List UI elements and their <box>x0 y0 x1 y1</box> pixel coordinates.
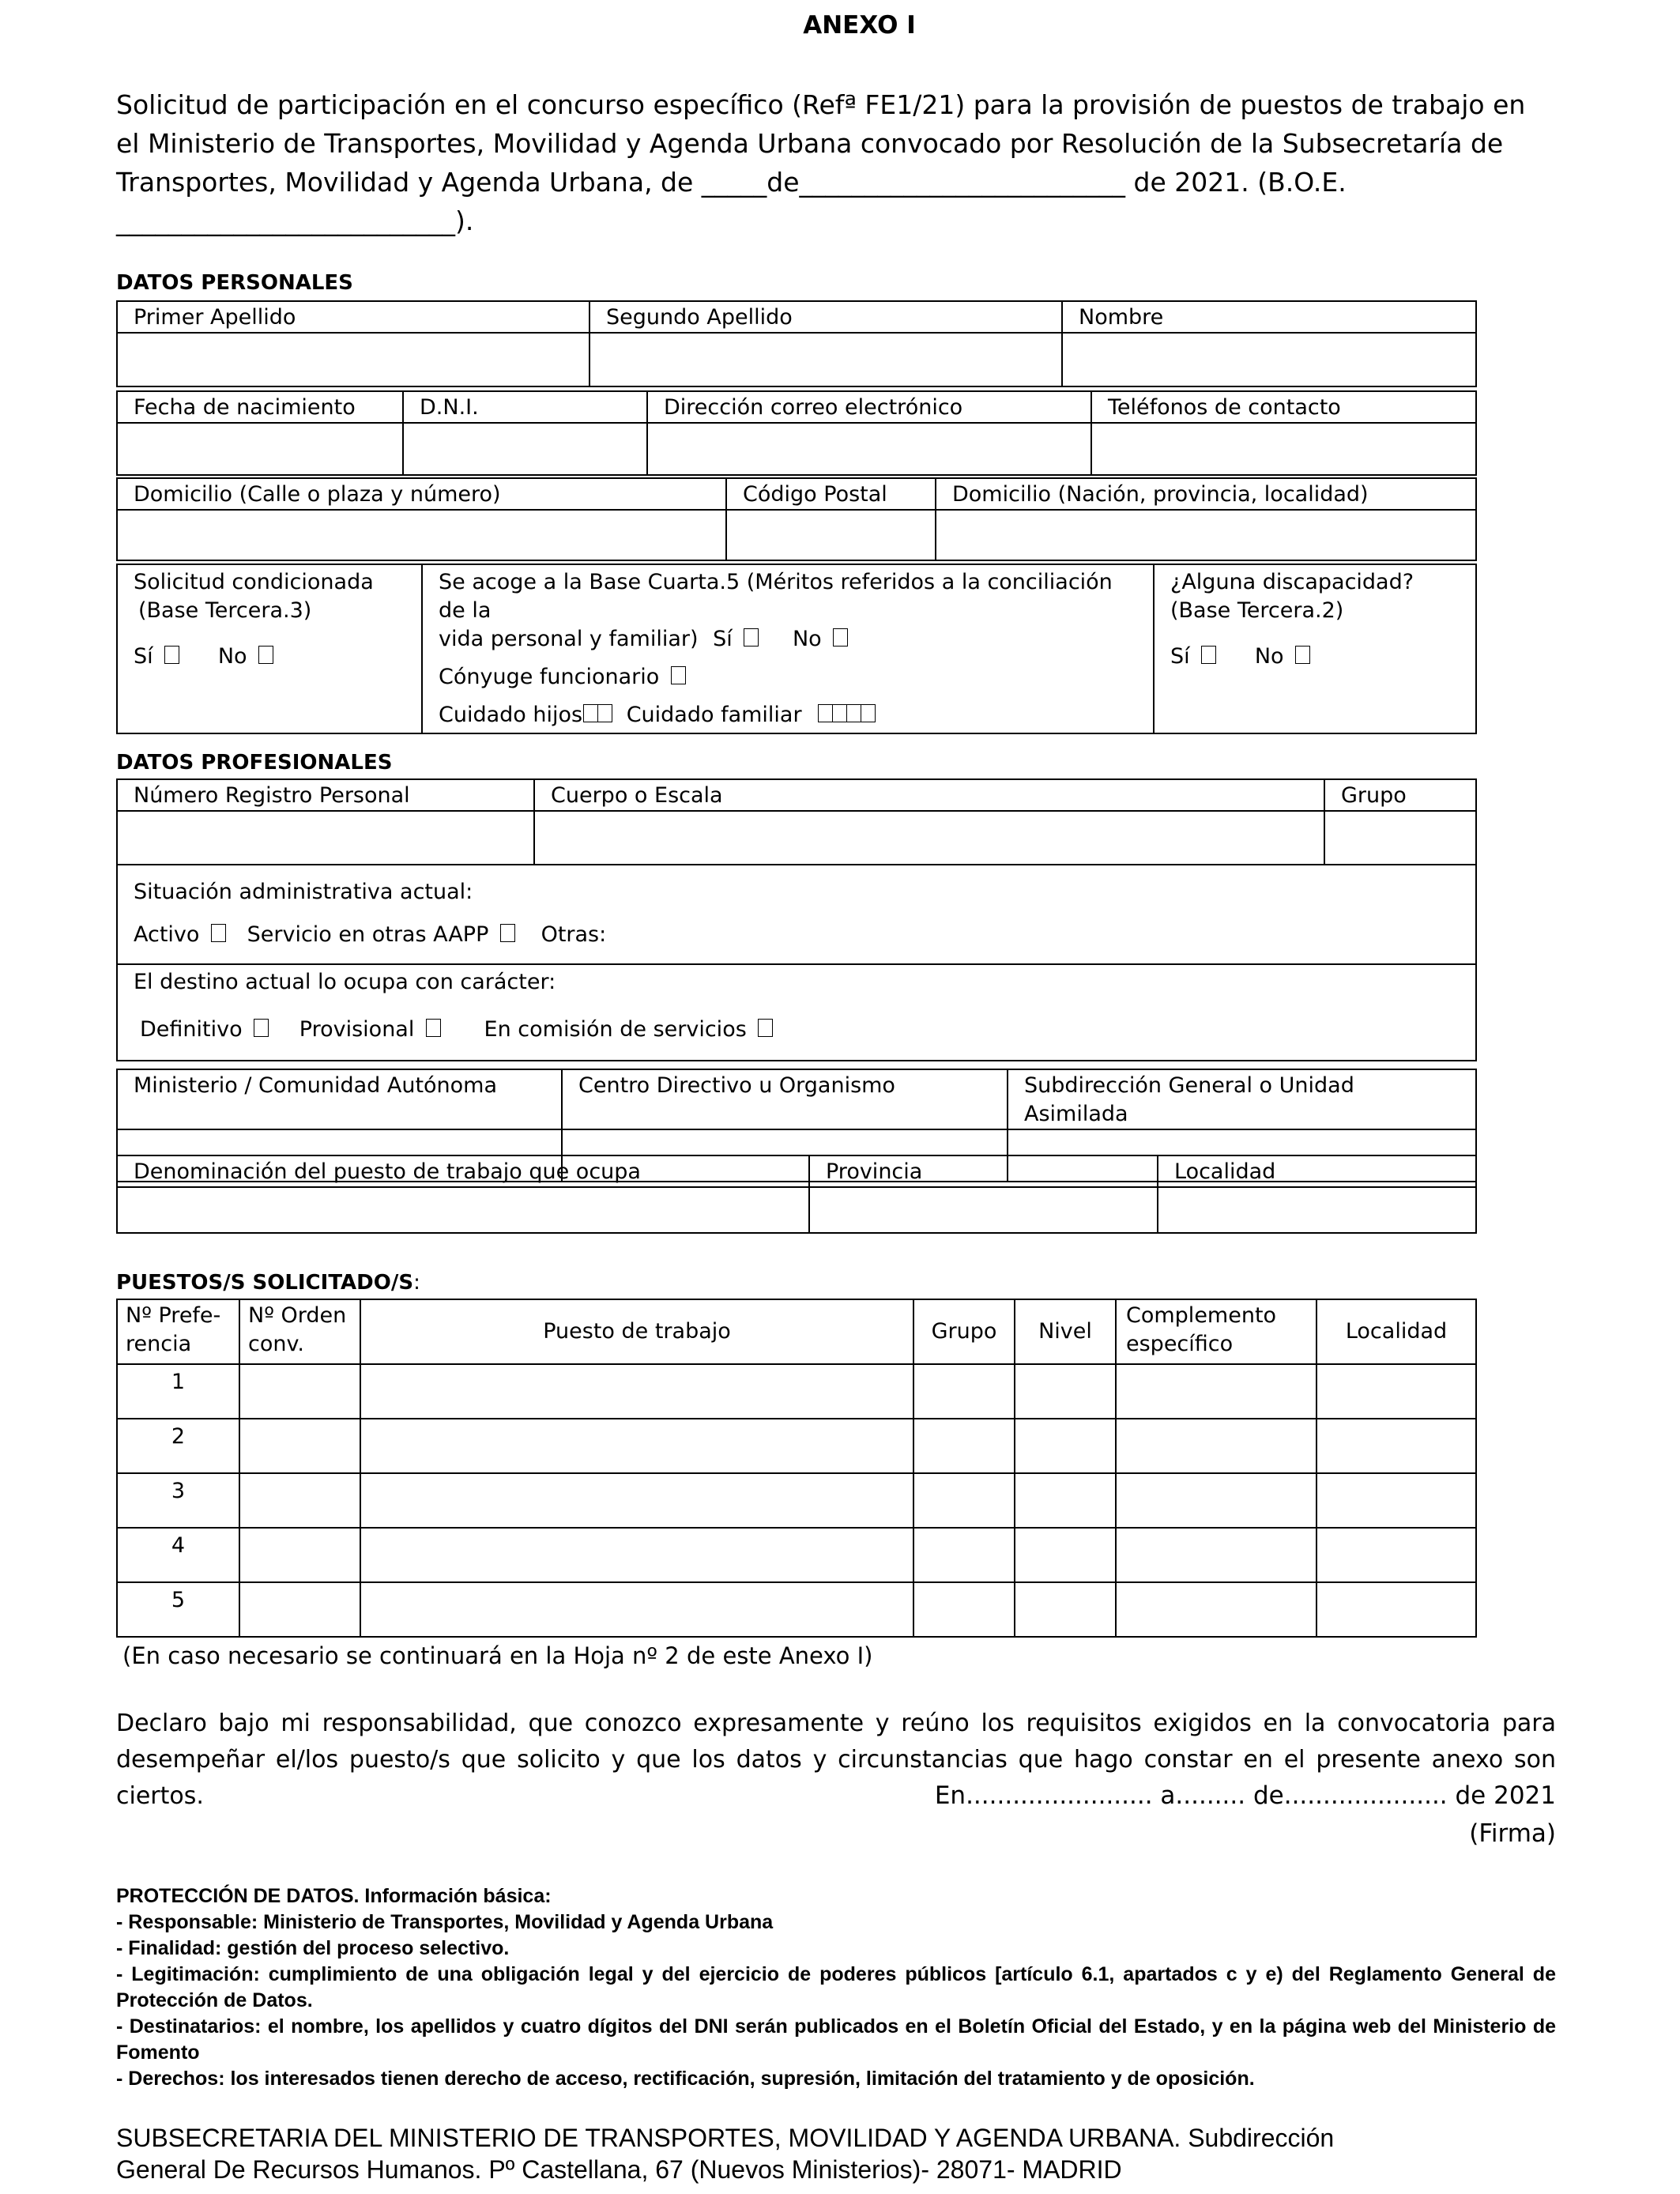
no-label: No <box>792 627 822 651</box>
discapacidad-label: ¿Alguna discapacidad? <box>1170 570 1414 594</box>
data-protection-item: - Finalidad: gestión del proceso selectivo. <box>116 1937 510 1959</box>
col-grupo: Grupo <box>913 1299 1015 1364</box>
label-primer-apellido: Primer Apellido <box>117 301 590 333</box>
label-segundo-apellido: Segundo Apellido <box>590 301 1062 333</box>
personal-table-row3 <box>116 477 1477 561</box>
si-label: Sí <box>713 627 733 651</box>
cell-nivel[interactable] <box>1015 1419 1116 1473</box>
col-complemento-line: específico <box>1126 1332 1234 1356</box>
row-number: 5 <box>117 1582 239 1637</box>
si-label: Sí <box>134 644 153 669</box>
label-provincia: Provincia <box>809 1155 1158 1187</box>
col-localidad: Localidad <box>1317 1299 1476 1364</box>
cuidado-familiar-checkbox[interactable] <box>861 704 876 722</box>
cell-nivel[interactable] <box>1015 1582 1116 1637</box>
cuidado-familiar-label: Cuidado familiar <box>626 703 802 727</box>
label-centro: Centro Directivo u Organismo <box>562 1069 1008 1129</box>
personal-heading: DATOS PERSONALES <box>116 271 353 295</box>
cell-complemento[interactable] <box>1116 1528 1317 1582</box>
situacion-label: Situación administrativa actual: <box>134 880 473 904</box>
cuidado-familiar-checkbox[interactable] <box>818 704 833 722</box>
field-telefonos[interactable] <box>1091 423 1476 475</box>
conyuge-row <box>439 663 1137 692</box>
cell-grupo[interactable] <box>913 1528 1015 1582</box>
label-ministerio: Ministerio / Comunidad Autónoma <box>117 1069 562 1129</box>
cell-orden[interactable] <box>239 1528 360 1582</box>
cell-orden[interactable] <box>239 1364 360 1419</box>
footer-line: SUBSECRETARIA DEL MINISTERIO DE TRANSPORTES, MOVILIDAD Y AGENDA URBANA. Subdirección <box>116 2124 1335 2152</box>
field-denominacion[interactable] <box>117 1187 809 1233</box>
row-number: 4 <box>117 1528 239 1582</box>
cuidado-familiar-checkbox[interactable] <box>832 704 847 722</box>
cell-orden[interactable] <box>239 1419 360 1473</box>
data-protection-item: - Responsable: Ministerio de Transportes, Movilidad y Agenda Urbana <box>116 1911 774 1933</box>
personal-table-row2 <box>116 390 1477 476</box>
discapacidad-si-checkbox[interactable] <box>1201 646 1216 664</box>
provisional-label: Provisional <box>299 1017 415 1042</box>
si-label: Sí <box>1170 644 1190 669</box>
personal-table-row4 <box>116 564 1477 734</box>
col-orden <box>239 1299 360 1364</box>
table-row <box>117 1473 1476 1528</box>
label-domicilio-localidad: Domicilio (Nación, provincia, localidad) <box>936 478 1476 510</box>
definitivo-checkbox[interactable] <box>254 1019 269 1037</box>
comision-checkbox[interactable] <box>758 1019 773 1037</box>
activo-checkbox[interactable] <box>211 924 226 942</box>
cell-localidad[interactable] <box>1317 1419 1476 1473</box>
field-cuerpo[interactable] <box>534 811 1324 865</box>
table-row <box>117 1582 1476 1637</box>
puestos-heading <box>116 1271 420 1295</box>
col-preferencia <box>117 1299 239 1364</box>
footer-line: General De Recursos Humanos. Pº Castellana, 67 (Nuevos Ministerios)- 28071- MADRID <box>116 2155 1122 2184</box>
field-primer-apellido[interactable] <box>117 333 590 386</box>
provisional-checkbox[interactable] <box>426 1019 441 1037</box>
condicionada-si-checkbox[interactable] <box>164 646 179 664</box>
base-cuarta-label: Se acoge a la Base Cuarta.5 (Méritos referidos a la conciliación de la <box>439 570 1113 623</box>
label-localidad: Localidad <box>1158 1155 1476 1187</box>
cell-nivel[interactable] <box>1015 1364 1116 1419</box>
condicionada-options <box>134 643 405 671</box>
personal-table-row1 <box>116 300 1477 387</box>
comision-label: En comisión de servicios <box>484 1017 747 1042</box>
discapacidad-options <box>1170 643 1460 671</box>
cell-localidad[interactable] <box>1317 1528 1476 1582</box>
field-codigo-postal[interactable] <box>726 510 936 560</box>
cell-complemento[interactable] <box>1116 1582 1317 1637</box>
professional-table <box>116 778 1477 1061</box>
col-complemento-line: Complemento <box>1126 1303 1277 1328</box>
label-grupo: Grupo <box>1324 779 1476 811</box>
base-cuarta-cell <box>422 564 1154 733</box>
label-codigo-postal: Código Postal <box>726 478 936 510</box>
field-segundo-apellido[interactable] <box>590 333 1062 386</box>
footer <box>116 2122 1562 2185</box>
table-row <box>117 1528 1476 1582</box>
cuidado-hijos-label: Cuidado hijos <box>439 703 583 727</box>
label-fecha-nacimiento: Fecha de nacimiento <box>117 391 403 423</box>
cell-nivel[interactable] <box>1015 1528 1116 1582</box>
place-date: En........................ a......... de..................... de 2021 <box>934 1781 1556 1810</box>
condicionada-cell <box>117 564 422 733</box>
otras-label: Otras: <box>541 922 607 947</box>
cell-complemento[interactable] <box>1116 1419 1317 1473</box>
data-protection-item: - Derechos: los interesados tienen derecho de acceso, rectificación, supresión, limitación del tratamiento y de oposición. <box>116 2068 1255 2090</box>
intro-line: Solicitud de participación en el concurso específico (Refª FE1/21) para la provisión de puestos de trabajo en <box>116 89 1526 120</box>
puestos-heading-text: PUESTOS/S SOLICITADO/S <box>116 1271 414 1295</box>
continuation-note: (En caso necesario se continuará en la Hoja nº 2 de este Anexo I) <box>122 1642 873 1669</box>
cell-localidad[interactable] <box>1317 1364 1476 1419</box>
label-subdireccion: Subdirección General o Unidad Asimilada <box>1008 1069 1476 1129</box>
cell-complemento[interactable] <box>1116 1473 1317 1528</box>
cell-complemento[interactable] <box>1116 1364 1317 1419</box>
puestos-heading-colon: : <box>413 1271 420 1295</box>
field-domicilio-localidad[interactable] <box>936 510 1476 560</box>
col-preferencia-line: Nº Prefe- <box>126 1303 221 1328</box>
field-localidad[interactable] <box>1158 1187 1476 1233</box>
intro-line: el Ministerio de Transportes, Movilidad y Agenda Urbana convocado por Resolución de la Subsecretaría de <box>116 128 1504 159</box>
cell-orden[interactable] <box>239 1582 360 1637</box>
row-number: 1 <box>117 1364 239 1419</box>
servicio-label: Servicio en otras AAPP <box>247 922 489 947</box>
cell-puesto[interactable] <box>360 1364 913 1419</box>
field-domicilio[interactable] <box>117 510 726 560</box>
cell-localidad[interactable] <box>1317 1473 1476 1528</box>
table-row <box>117 1419 1476 1473</box>
cuidado-hijos-checkbox[interactable] <box>597 704 612 722</box>
discapacidad-base: (Base Tercera.2) <box>1170 598 1344 623</box>
row-number: 3 <box>117 1473 239 1528</box>
cell-puesto[interactable] <box>360 1582 913 1637</box>
label-denominacion: Denominación del puesto de trabajo que ocupa <box>117 1155 809 1187</box>
situacion-cell <box>117 865 1476 964</box>
base-cuarta-label-2: vida personal y familiar) <box>439 627 699 651</box>
intro-paragraph <box>116 85 1526 240</box>
base-cuarta-si-checkbox[interactable] <box>744 628 759 647</box>
cell-puesto[interactable] <box>360 1419 913 1473</box>
cell-grupo[interactable] <box>913 1419 1015 1473</box>
table-row <box>117 1364 1476 1419</box>
col-orden-line: conv. <box>248 1332 304 1356</box>
situacion-options <box>134 921 1460 949</box>
field-correo[interactable] <box>647 423 1091 475</box>
no-label: No <box>1254 644 1284 669</box>
field-fecha-nacimiento[interactable] <box>117 423 403 475</box>
data-protection <box>116 1883 1556 2092</box>
cell-grupo[interactable] <box>913 1582 1015 1637</box>
professional-heading: DATOS PROFESIONALES <box>116 751 393 775</box>
discapacidad-cell <box>1154 564 1476 733</box>
condicionada-base: (Base Tercera.3) <box>138 598 312 623</box>
condicionada-label: Solicitud condicionada <box>134 570 374 594</box>
field-grupo[interactable] <box>1324 811 1476 865</box>
definitivo-label: Definitivo <box>140 1017 243 1042</box>
label-dni: D.N.I. <box>403 391 647 423</box>
cell-orden[interactable] <box>239 1473 360 1528</box>
cuidado-familiar-checkbox[interactable] <box>846 704 861 722</box>
no-label: No <box>217 644 247 669</box>
label-nrp: Número Registro Personal <box>117 779 534 811</box>
label-correo: Dirección correo electrónico <box>647 391 1091 423</box>
field-provincia[interactable] <box>809 1187 1158 1233</box>
label-telefonos: Teléfonos de contacto <box>1091 391 1476 423</box>
destino-options <box>134 1016 1460 1044</box>
puestos-table <box>116 1299 1477 1638</box>
data-protection-item: - Destinatarios: el nombre, los apellidos y cuatro dígitos del DNI serán publicados en el Boletín Oficial del Estado, y en la página web del Ministerio de Fomento <box>116 2015 1556 2064</box>
cell-grupo[interactable] <box>913 1473 1015 1528</box>
cell-localidad[interactable] <box>1317 1582 1476 1637</box>
col-nivel: Nivel <box>1015 1299 1116 1364</box>
condicionada-no-checkbox[interactable] <box>258 646 273 664</box>
intro-line: __________________________). <box>116 205 474 236</box>
col-orden-line: Nº Orden <box>248 1303 347 1328</box>
declaration-text: Declaro bajo mi responsabilidad, que conozco expresamente y reúno los requisitos exigidos en la convocatoria para desempeñar el/los puesto/s que solicito y que los datos y circunstancias que hago constar en el presente anexo son ciertos. <box>116 1710 1556 1810</box>
destino-label: El destino actual lo ocupa con carácter: <box>134 970 556 994</box>
label-domicilio: Domicilio (Calle o plaza y número) <box>117 478 726 510</box>
conyuge-label: Cónyuge funcionario <box>439 665 660 689</box>
conyuge-checkbox[interactable] <box>671 666 686 684</box>
discapacidad-no-checkbox[interactable] <box>1295 646 1310 664</box>
col-preferencia-line: rencia <box>126 1332 192 1356</box>
field-dni[interactable] <box>403 423 647 475</box>
cell-puesto[interactable] <box>360 1473 913 1528</box>
cell-grupo[interactable] <box>913 1364 1015 1419</box>
servicio-checkbox[interactable] <box>500 924 515 942</box>
cell-puesto[interactable] <box>360 1528 913 1582</box>
intro-line: Transportes, Movilidad y Agenda Urbana, de _____de_________________________ de 2021. (B.O.E. <box>116 167 1347 198</box>
base-cuarta-no-checkbox[interactable] <box>833 628 848 647</box>
firma-label: (Firma) <box>1469 1819 1556 1848</box>
col-puesto: Puesto de trabajo <box>360 1299 913 1364</box>
professional-table-3 <box>116 1155 1477 1234</box>
cuidado-row <box>439 701 1137 729</box>
cell-nivel[interactable] <box>1015 1473 1116 1528</box>
data-protection-heading: PROTECCIÓN DE DATOS. Información básica: <box>116 1885 552 1907</box>
cuidado-hijos-checkbox[interactable] <box>583 704 598 722</box>
row-number: 2 <box>117 1419 239 1473</box>
destino-cell <box>117 964 1476 1061</box>
page-title: ANEXO I <box>803 11 916 40</box>
data-protection-item: - Legitimación: cumplimiento de una obligación legal y del ejercicio de poderes públicos [artículo 6.1, apartados c y e) del Reglamento General de Protección de Datos. <box>116 1963 1556 2011</box>
activo-label: Activo <box>134 922 200 947</box>
field-nombre[interactable] <box>1062 333 1476 386</box>
label-cuerpo: Cuerpo o Escala <box>534 779 1324 811</box>
base-cuarta-options <box>439 625 1137 654</box>
label-nombre: Nombre <box>1062 301 1476 333</box>
field-nrp[interactable] <box>117 811 534 865</box>
col-complemento <box>1116 1299 1317 1364</box>
